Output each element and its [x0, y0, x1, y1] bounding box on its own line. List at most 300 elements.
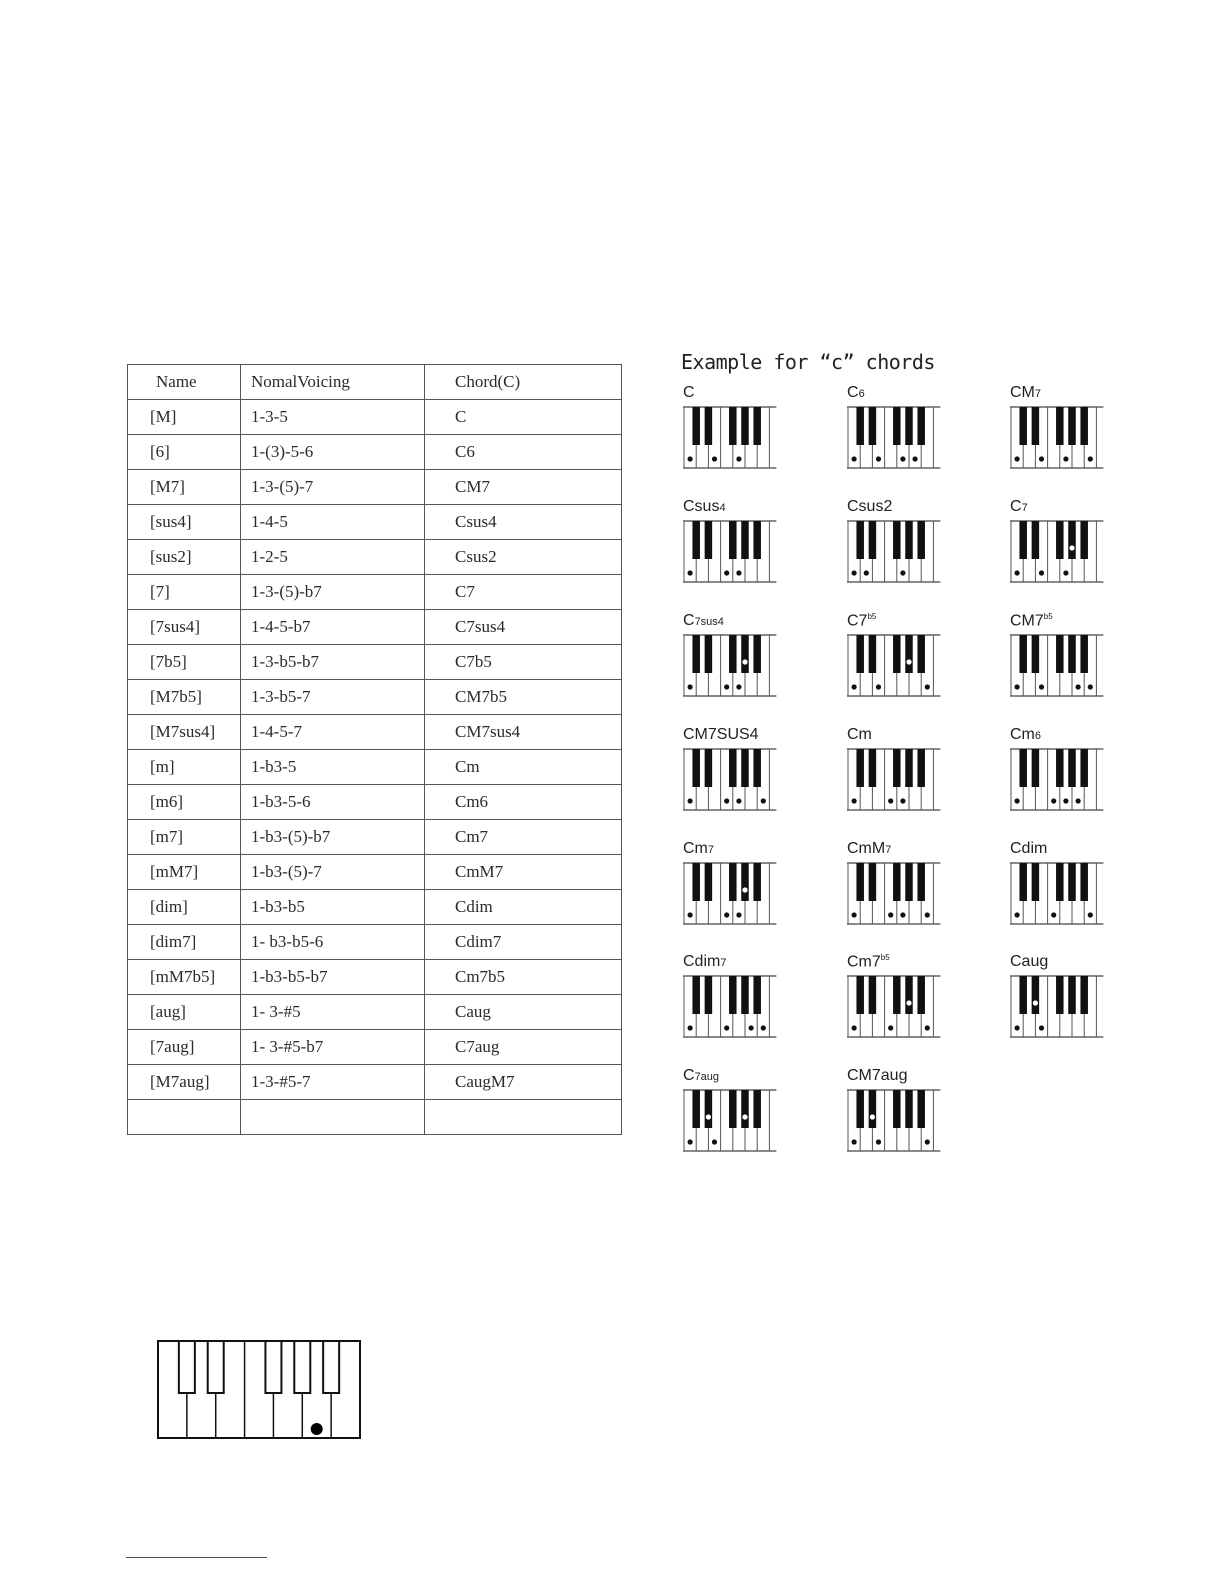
- chord-keyboard: [1010, 520, 1105, 584]
- black-key: [729, 749, 737, 787]
- black-key: [741, 407, 749, 445]
- pressed-key-dot: [852, 456, 857, 461]
- chord-label-main: Cm: [683, 840, 708, 857]
- black-key: [208, 1341, 224, 1393]
- chord-label: [1010, 498, 1028, 516]
- chord-name-cell: [m6]: [128, 785, 241, 820]
- black-key: [1080, 976, 1088, 1014]
- chord-label: [847, 840, 891, 858]
- chord-name-cell: [6]: [128, 435, 241, 470]
- black-key: [705, 749, 713, 787]
- pressed-key-dot: [906, 1000, 911, 1005]
- pressed-key-dot: [736, 798, 741, 803]
- black-key: [893, 976, 901, 1014]
- pressed-key-dot: [925, 684, 930, 689]
- chord-voicing-table: [127, 364, 622, 1135]
- chord-label-main: C: [683, 1067, 695, 1084]
- chord-name-cell: [m7]: [128, 820, 241, 855]
- table-row: [128, 680, 622, 715]
- chord-label-main: CM: [1010, 384, 1035, 401]
- voicing-cell: 1-b3-(5)-b7: [241, 820, 425, 855]
- pressed-key-dot: [900, 912, 905, 917]
- black-key: [1019, 863, 1026, 901]
- pressed-key-dot: [1069, 545, 1074, 550]
- table-row: [128, 505, 622, 540]
- black-key: [705, 407, 713, 445]
- chord-cell: C6: [425, 435, 622, 470]
- pressed-key-dot: [1015, 684, 1020, 689]
- chord-keyboard: [1010, 975, 1105, 1039]
- chord-label-main: C: [847, 384, 859, 401]
- table-row: [128, 890, 622, 925]
- black-key: [1056, 863, 1064, 901]
- pressed-key-dot: [1051, 912, 1056, 917]
- pressed-key-dot: [876, 456, 881, 461]
- voicing-cell: 1-4-5-7: [241, 715, 425, 750]
- chord-label: [683, 384, 695, 402]
- table-row: [128, 715, 622, 750]
- black-key: [729, 976, 737, 1014]
- chord-name-cell: [7sus4]: [128, 610, 241, 645]
- black-key: [1032, 749, 1040, 787]
- chord-label: [847, 612, 876, 630]
- chord-label: [847, 726, 872, 744]
- black-key: [729, 863, 737, 901]
- chord-name-cell: [M7b5]: [128, 680, 241, 715]
- pressed-key-dot: [688, 912, 693, 917]
- black-key: [692, 407, 700, 445]
- chord-cell: Caug: [425, 995, 622, 1030]
- black-key: [893, 521, 901, 559]
- black-key: [729, 407, 737, 445]
- black-key: [741, 635, 749, 673]
- chord-cell: Cdim: [425, 890, 622, 925]
- chord-cell: CmM7: [425, 855, 622, 890]
- black-key: [869, 976, 877, 1014]
- pressed-key-dot: [852, 570, 857, 575]
- black-key: [294, 1341, 310, 1393]
- pressed-key-dot: [311, 1423, 323, 1435]
- chord-label: [1010, 840, 1047, 858]
- black-key: [1032, 863, 1040, 901]
- chord-label-sub: 7: [707, 844, 715, 856]
- black-key: [179, 1341, 195, 1393]
- black-key: [1032, 521, 1040, 559]
- pressed-key-dot: [1039, 684, 1044, 689]
- black-key: [1032, 407, 1040, 445]
- pressed-key-dot: [712, 456, 717, 461]
- chord-name-cell: [mM7]: [128, 855, 241, 890]
- chord-keyboard: [847, 748, 942, 812]
- black-key: [869, 863, 877, 901]
- black-key: [1080, 749, 1088, 787]
- black-key: [692, 521, 700, 559]
- black-key: [729, 1090, 737, 1128]
- chord-keyboard: [847, 406, 942, 470]
- black-key: [741, 863, 749, 901]
- black-key: [1068, 407, 1076, 445]
- black-key: [856, 407, 864, 445]
- table-header-cell: NomalVoicing: [241, 365, 425, 400]
- pressed-key-dot: [1063, 798, 1068, 803]
- chord-cell: Cm7b5: [425, 960, 622, 995]
- black-key: [917, 863, 925, 901]
- table-row: [128, 960, 622, 995]
- chord-name-cell: [aug]: [128, 995, 241, 1030]
- black-key: [917, 749, 925, 787]
- pressed-key-dot: [1015, 1025, 1020, 1030]
- chord-label-sub: 7sus4: [694, 616, 724, 628]
- black-key: [869, 407, 877, 445]
- black-key: [265, 1341, 281, 1393]
- chord-label-main: Cm7: [847, 953, 881, 971]
- chord-label-sub: 7: [1034, 388, 1042, 400]
- chord-label-main: Csus2: [847, 498, 893, 515]
- table-row: [128, 750, 622, 785]
- black-key: [1068, 521, 1076, 559]
- chord-name-cell: [mM7b5]: [128, 960, 241, 995]
- table-row: [128, 435, 622, 470]
- chord-keyboard: [683, 862, 778, 926]
- table-row: [128, 400, 622, 435]
- chord-cell: [425, 1100, 622, 1135]
- pressed-key-dot: [876, 684, 881, 689]
- pressed-key-dot: [906, 659, 911, 664]
- chord-label-main: CM7SUS4: [683, 726, 759, 743]
- black-key: [1056, 635, 1064, 673]
- chord-cell: CM7b5: [425, 680, 622, 715]
- voicing-cell: 1-4-5-b7: [241, 610, 425, 645]
- black-key: [905, 1090, 913, 1128]
- voicing-cell: 1-3-b5-7: [241, 680, 425, 715]
- chord-name-cell: [M7aug]: [128, 1065, 241, 1100]
- chord-keyboard: [683, 975, 778, 1039]
- table-row: [128, 1100, 622, 1135]
- table-header-row: [128, 365, 622, 400]
- pressed-key-dot: [1039, 456, 1044, 461]
- black-key: [1032, 976, 1040, 1014]
- voicing-cell: 1-b3-(5)-7: [241, 855, 425, 890]
- chord-cell: C7sus4: [425, 610, 622, 645]
- chord-label-main: C7: [847, 612, 868, 630]
- black-key: [753, 521, 761, 559]
- pressed-key-dot: [1033, 1000, 1038, 1005]
- black-key: [705, 1090, 713, 1128]
- black-key: [1019, 521, 1026, 559]
- chord-name-cell: [7b5]: [128, 645, 241, 680]
- chord-name-cell: [sus2]: [128, 540, 241, 575]
- voicing-cell: 1-3-5: [241, 400, 425, 435]
- chord-label-main: CM7aug: [847, 1067, 908, 1084]
- chord-label: [683, 953, 726, 971]
- chord-label-sub: 7: [885, 844, 892, 856]
- pressed-key-dot: [900, 570, 905, 575]
- chord-name-cell: [dim7]: [128, 925, 241, 960]
- pressed-key-dot: [688, 570, 693, 575]
- chord-cell: Csus2: [425, 540, 622, 575]
- pressed-key-dot: [688, 1025, 693, 1030]
- pressed-key-dot: [688, 456, 693, 461]
- chord-label: [847, 384, 865, 402]
- pressed-key-dot: [925, 1025, 930, 1030]
- chord-name-cell: [dim]: [128, 890, 241, 925]
- chord-keyboard: [847, 634, 942, 698]
- chord-label-main: Cm: [847, 726, 872, 743]
- chord-label: [847, 1067, 907, 1085]
- black-key: [705, 976, 713, 1014]
- chord-label-main: C: [683, 612, 695, 629]
- black-key: [893, 1090, 901, 1128]
- chord-label-sub: 7: [720, 957, 727, 969]
- black-key: [1068, 863, 1076, 901]
- chord-label-sup: b5: [1043, 612, 1053, 621]
- black-key: [905, 749, 913, 787]
- black-key: [692, 635, 700, 673]
- black-key: [869, 749, 877, 787]
- table-row: [128, 470, 622, 505]
- table-header-cell: Name: [128, 365, 241, 400]
- black-key: [856, 976, 864, 1014]
- pressed-key-dot: [761, 1025, 766, 1030]
- pressed-key-dot: [870, 1114, 875, 1119]
- pressed-key-dot: [736, 912, 741, 917]
- black-key: [917, 1090, 925, 1128]
- pressed-key-dot: [864, 570, 869, 575]
- chord-label-main: CM7: [1010, 612, 1044, 630]
- chord-cell: Csus4: [425, 505, 622, 540]
- chord-keyboard: [847, 862, 942, 926]
- pressed-key-dot: [1051, 798, 1056, 803]
- chord-name-cell: [M7]: [128, 470, 241, 505]
- table-row: [128, 1065, 622, 1100]
- voicing-cell: 1-3-(5)-7: [241, 470, 425, 505]
- black-key: [1032, 635, 1040, 673]
- voicing-cell: [241, 1100, 425, 1135]
- pressed-key-dot: [736, 684, 741, 689]
- chord-cell: CM7sus4: [425, 715, 622, 750]
- pressed-key-dot: [1015, 798, 1020, 803]
- pressed-key-dot: [1076, 798, 1081, 803]
- black-key: [1068, 635, 1076, 673]
- table-row: [128, 855, 622, 890]
- black-key: [753, 407, 761, 445]
- chord-label-sub: 7aug: [694, 1071, 720, 1083]
- voicing-cell: 1-(3)-5-6: [241, 435, 425, 470]
- chord-label: [847, 498, 892, 516]
- chord-cell: Cdim7: [425, 925, 622, 960]
- black-key: [869, 521, 877, 559]
- black-key: [1080, 863, 1088, 901]
- black-key: [323, 1341, 339, 1393]
- large-keyboard-diagram: [155, 1338, 363, 1442]
- chord-label: [1010, 953, 1048, 971]
- black-key: [905, 863, 913, 901]
- chord-label: [683, 612, 724, 630]
- pressed-key-dot: [1063, 570, 1068, 575]
- black-key: [905, 407, 913, 445]
- table-row: [128, 610, 622, 645]
- black-key: [856, 749, 864, 787]
- pressed-key-dot: [913, 456, 918, 461]
- black-key: [856, 521, 864, 559]
- black-key: [753, 1090, 761, 1128]
- pressed-key-dot: [1015, 456, 1020, 461]
- chord-label: [683, 1067, 719, 1085]
- voicing-cell: 1-b3-b5: [241, 890, 425, 925]
- black-key: [753, 635, 761, 673]
- chord-cell: C7b5: [425, 645, 622, 680]
- chord-name-cell: [M]: [128, 400, 241, 435]
- chord-label: [1010, 726, 1041, 744]
- black-key: [692, 749, 700, 787]
- chord-name-cell: [128, 1100, 241, 1135]
- pressed-key-dot: [688, 1139, 693, 1144]
- black-key: [705, 521, 713, 559]
- table-row: [128, 925, 622, 960]
- black-key: [905, 521, 913, 559]
- black-key: [705, 635, 713, 673]
- black-key: [1019, 635, 1026, 673]
- chord-label-sub: 6: [1034, 730, 1042, 742]
- pressed-key-dot: [925, 1139, 930, 1144]
- pressed-key-dot: [1015, 570, 1020, 575]
- pressed-key-dot: [900, 456, 905, 461]
- chord-cell: Cm: [425, 750, 622, 785]
- chord-name-cell: [7aug]: [128, 1030, 241, 1065]
- chord-label-main: C: [1010, 498, 1022, 515]
- pressed-key-dot: [1039, 570, 1044, 575]
- voicing-cell: 1-3-b5-b7: [241, 645, 425, 680]
- pressed-key-dot: [706, 1114, 711, 1119]
- voicing-cell: 1-b3-b5-b7: [241, 960, 425, 995]
- chord-label: [1010, 612, 1053, 630]
- chord-name-cell: [sus4]: [128, 505, 241, 540]
- table-row: [128, 645, 622, 680]
- chord-keyboard: [683, 634, 778, 698]
- pressed-key-dot: [1088, 684, 1093, 689]
- chord-label-sup: b5: [880, 953, 890, 962]
- black-key: [893, 749, 901, 787]
- pressed-key-dot: [888, 798, 893, 803]
- chord-keyboard: [1010, 748, 1105, 812]
- black-key: [729, 521, 737, 559]
- chord-keyboard: [683, 520, 778, 584]
- black-key: [705, 863, 713, 901]
- black-key: [893, 863, 901, 901]
- pressed-key-dot: [742, 1114, 747, 1119]
- voicing-cell: 1- 3-#5: [241, 995, 425, 1030]
- black-key: [1019, 749, 1026, 787]
- pressed-key-dot: [742, 887, 747, 892]
- chord-label-main: C: [683, 384, 695, 401]
- voicing-cell: 1-2-5: [241, 540, 425, 575]
- chord-keyboard: [683, 748, 778, 812]
- pressed-key-dot: [852, 798, 857, 803]
- black-key: [856, 635, 864, 673]
- black-key: [1080, 521, 1088, 559]
- black-key: [741, 1090, 749, 1128]
- voicing-cell: 1-3-#5-7: [241, 1065, 425, 1100]
- chord-keyboard: [847, 1089, 942, 1153]
- pressed-key-dot: [742, 659, 747, 664]
- black-key: [917, 407, 925, 445]
- pressed-key-dot: [925, 912, 930, 917]
- black-key: [1080, 407, 1088, 445]
- chord-keyboard: [683, 1089, 778, 1153]
- chord-cell: C7: [425, 575, 622, 610]
- black-key: [1019, 976, 1026, 1014]
- pressed-key-dot: [1088, 456, 1093, 461]
- black-key: [917, 521, 925, 559]
- voicing-cell: 1-4-5: [241, 505, 425, 540]
- black-key: [905, 635, 913, 673]
- chord-label: [683, 498, 726, 516]
- black-key: [905, 976, 913, 1014]
- table-row: [128, 820, 622, 855]
- black-key: [1019, 407, 1026, 445]
- voicing-cell: 1-b3-5: [241, 750, 425, 785]
- black-key: [856, 1090, 864, 1128]
- chord-keyboard: [683, 406, 778, 470]
- pressed-key-dot: [712, 1139, 717, 1144]
- black-key: [741, 749, 749, 787]
- black-key: [869, 1090, 877, 1128]
- chord-label-main: Cdim: [683, 953, 721, 970]
- chord-keyboard: [847, 520, 942, 584]
- pressed-key-dot: [736, 570, 741, 575]
- pressed-key-dot: [724, 912, 729, 917]
- pressed-key-dot: [900, 798, 905, 803]
- voicing-cell: 1- 3-#5-b7: [241, 1030, 425, 1065]
- chord-label: [847, 953, 890, 971]
- chord-cell: CaugM7: [425, 1065, 622, 1100]
- black-key: [1056, 521, 1064, 559]
- footnote-rule: [126, 1557, 267, 1558]
- black-key: [1080, 635, 1088, 673]
- black-key: [1056, 749, 1064, 787]
- voicing-cell: 1- b3-b5-6: [241, 925, 425, 960]
- chord-name-cell: [m]: [128, 750, 241, 785]
- chord-label-sub: 7: [1021, 502, 1028, 514]
- black-key: [692, 1090, 700, 1128]
- pressed-key-dot: [1088, 912, 1093, 917]
- black-key: [753, 863, 761, 901]
- black-key: [692, 863, 700, 901]
- table-row: [128, 785, 622, 820]
- pressed-key-dot: [1063, 456, 1068, 461]
- chord-label-sup: b5: [867, 612, 877, 621]
- black-key: [893, 407, 901, 445]
- chord-table-body: [128, 365, 622, 1135]
- pressed-key-dot: [888, 912, 893, 917]
- black-key: [856, 863, 864, 901]
- voicing-cell: 1-3-(5)-b7: [241, 575, 425, 610]
- chord-label: [683, 840, 714, 858]
- pressed-key-dot: [852, 912, 857, 917]
- black-key: [753, 976, 761, 1014]
- black-key: [741, 521, 749, 559]
- pressed-key-dot: [749, 1025, 754, 1030]
- pressed-key-dot: [852, 684, 857, 689]
- chord-label: [683, 726, 759, 744]
- chord-label-main: Caug: [1010, 953, 1049, 970]
- pressed-key-dot: [1015, 912, 1020, 917]
- pressed-key-dot: [724, 1025, 729, 1030]
- black-key: [1056, 976, 1064, 1014]
- pressed-key-dot: [852, 1025, 857, 1030]
- pressed-key-dot: [724, 684, 729, 689]
- black-key: [692, 976, 700, 1014]
